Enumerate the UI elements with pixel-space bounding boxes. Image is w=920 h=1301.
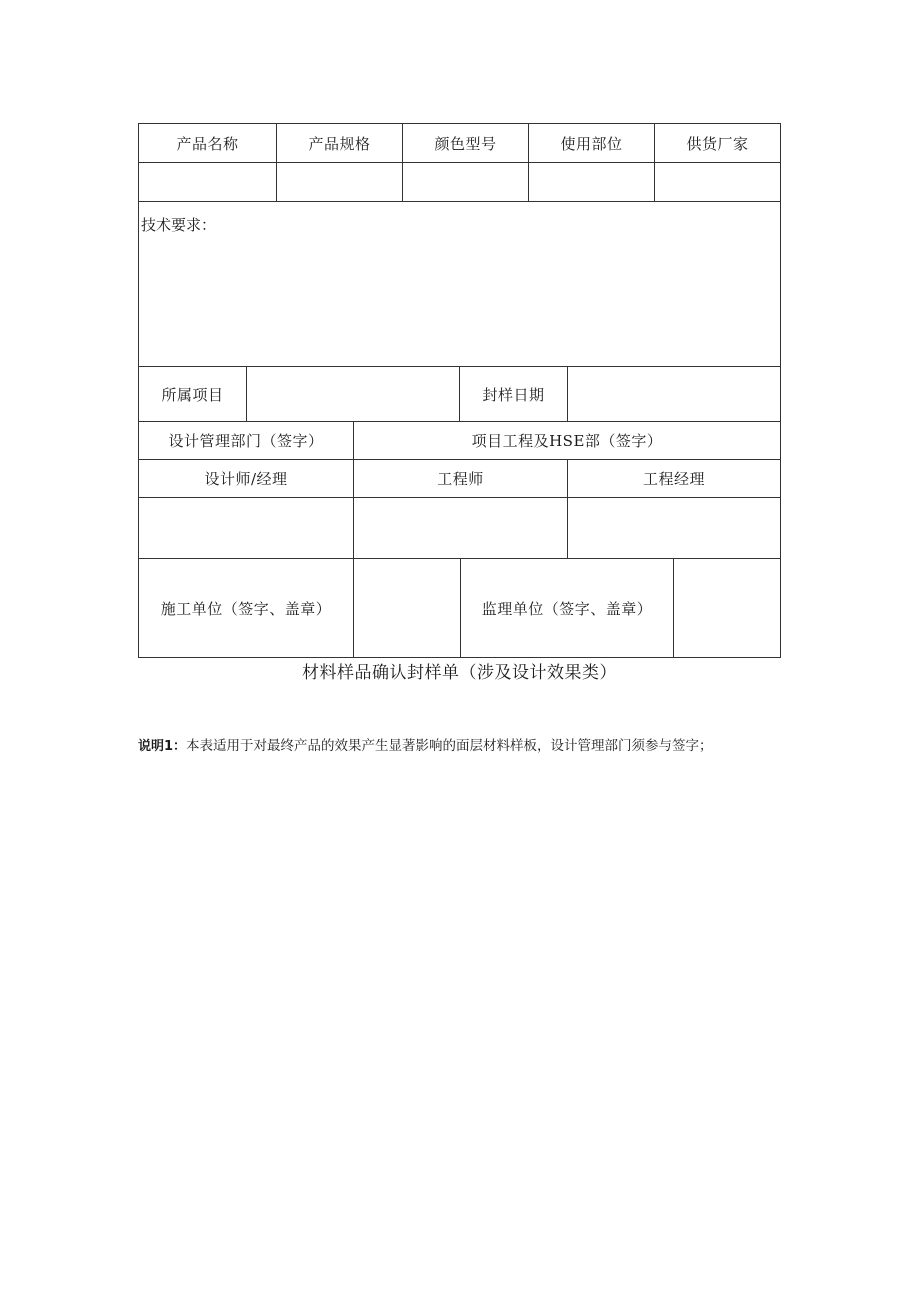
supervision-unit-signature[interactable] bbox=[674, 559, 780, 657]
usage-location-value[interactable] bbox=[529, 163, 655, 201]
tech-requirements-row bbox=[138, 201, 781, 366]
tech-requirements-label: 技术要求： bbox=[141, 216, 217, 234]
project-value[interactable] bbox=[247, 367, 460, 421]
header-product-spec: 产品规格 bbox=[277, 124, 403, 162]
contractor-row bbox=[138, 558, 781, 658]
seal-date-label: 封样日期 bbox=[460, 367, 568, 421]
construction-unit-signature[interactable] bbox=[354, 559, 461, 657]
header-usage-location: 使用部位 bbox=[529, 124, 655, 162]
project-label: 所属项目 bbox=[139, 367, 247, 421]
supervision-unit-label: 监理单位（签字、盖章） bbox=[461, 559, 674, 657]
construction-unit-label: 施工单位（签字、盖章） bbox=[139, 559, 354, 657]
note-paragraph bbox=[138, 734, 838, 754]
engineer-signature[interactable] bbox=[354, 498, 568, 558]
dept-row bbox=[138, 421, 781, 459]
header-row bbox=[138, 123, 781, 162]
engineering-manager-signature[interactable] bbox=[568, 498, 780, 558]
header-product-name: 产品名称 bbox=[139, 124, 277, 162]
product-name-value[interactable] bbox=[139, 163, 277, 201]
product-spec-value[interactable] bbox=[277, 163, 403, 201]
seal-date-value[interactable] bbox=[568, 367, 780, 421]
form-title: 材料样品确认封样单（涉及设计效果类） bbox=[302, 663, 617, 683]
design-dept-label: 设计管理部门（签字） bbox=[139, 422, 354, 459]
note-label: 说明1： bbox=[138, 739, 187, 754]
engineering-manager-label: 工程经理 bbox=[642, 470, 705, 488]
header-color-model: 颜色型号 bbox=[403, 124, 529, 162]
supplier-value[interactable] bbox=[655, 163, 780, 201]
role-signatures-row bbox=[138, 497, 781, 558]
header-supplier: 供货厂家 bbox=[686, 134, 749, 153]
project-row bbox=[138, 366, 781, 421]
color-model-value[interactable] bbox=[403, 163, 529, 201]
designer-signature[interactable] bbox=[139, 498, 354, 558]
project-dept-label: 项目工程及HSE部（签字） bbox=[471, 432, 663, 450]
roles-row bbox=[138, 459, 781, 497]
material-sample-form bbox=[138, 123, 781, 658]
product-values-row bbox=[138, 162, 781, 201]
designer-label: 设计师/经理 bbox=[139, 460, 354, 497]
note-text: 本表适用于对最终产品的效果产生显著影响的面层材料样板，设计管理部门须参与签字； bbox=[186, 738, 713, 754]
engineer-label: 工程师 bbox=[354, 460, 568, 497]
